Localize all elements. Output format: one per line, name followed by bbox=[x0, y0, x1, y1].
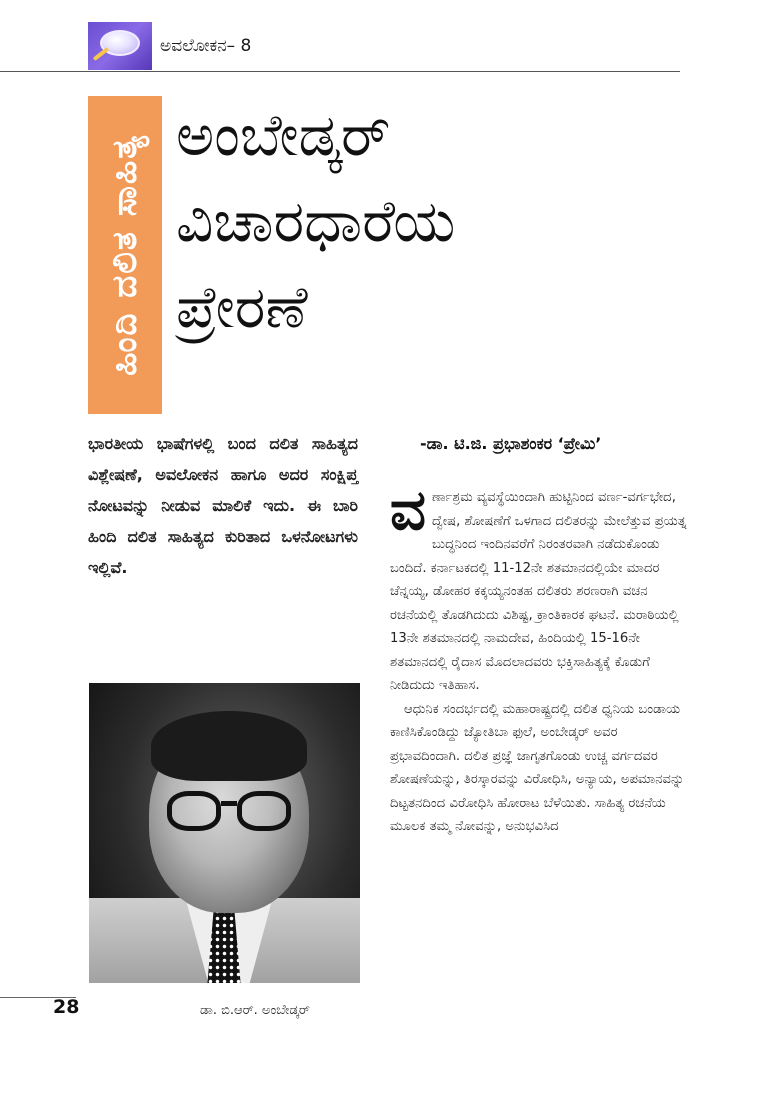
section-label: ಅವಲೋಕನ– 8 bbox=[160, 36, 252, 56]
drop-cap: ವ bbox=[390, 478, 426, 543]
photo-hair bbox=[151, 711, 307, 781]
author-byline: -ಡಾ. ಟಿ.ಜಿ. ಪ್ರಭಾಶಂಕರ ‘ಪ್ರೇಮಿ’ bbox=[420, 434, 602, 453]
intro-paragraph: ಭಾರತೀಯ ಭಾಷೆಗಳಲ್ಲಿ ಬಂದ ದಲಿತ ಸಾಹಿತ್ಯದ ವಿಶ್ಲೇಷಣೆ, ಅವಲೋಕನ ಹಾಗೂ ಅದರ ಸಂಕ್ಷಿಪ್ತ ನೋಟವನ್ನು ನೀಡುವ ಮಾಲಿಕೆ ಇದು. ಈ ಬಾರಿ ಹಿಂದಿ ದಲಿತ ಸಾಹಿತ್ಯದ ಕುರಿತಾದ ಒಳನೋಟಗಳು ಇಲ್ಲಿವೆ. bbox=[88, 434, 358, 577]
series-band-text: ಹಿಂದಿ ದಲಿತ ಸಾಹಿತ್ಯ bbox=[105, 134, 145, 376]
title-line-2: ವಿಚಾರಧಾರೆಯ bbox=[176, 187, 456, 255]
title-line-1: ಅಂಬೇಡ್ಕರ್ bbox=[176, 101, 391, 169]
body-paragraph-1-text: ರ್ಣಾಶ್ರಮ ವ್ಯವಸ್ಥೆಯಿಂದಾಗಿ ಹುಟ್ಟಿನಿಂದ ವರ್ಣ-ವರ್ಗಭೇದ, ದ್ವೇಷ, ಶೋಷಣೆಗೆ ಒಳಗಾದ ದಲಿತರನ್ನು ಮೇಲೆತ್ತುವ ಪ್ರಯತ್ನ ಬುದ್ಧನಿಂದ ಇಂದಿನವರೆಗೆ ನಿರಂತರವಾಗಿ ನಡೆದುಕೊಂಡು ಬಂದಿದೆ. ಕರ್ನಾಟಕದಲ್ಲಿ 11-12ನೇ ಶತಮಾನದಲ್ಲಿಯೇ ಮಾದರ ಚೆನ್ನಯ್ಯ, ಡೋಹರ ಕಕ್ಕಯ್ಯನಂತಹ ದಲಿತರು ಶರಣರಾಗಿ ವಚನ ರಚನೆಯಲ್ಲಿ ತೊಡಗಿದುದು ವಿಶಿಷ್ಟ, ಕ್ರಾಂತಿಕಾರಕ ಘಟನೆ. ಮರಾಠಿಯಲ್ಲಿ 13ನೇ ಶತಮಾನದಲ್ಲಿ ನಾಮದೇವ, ಹಿಂದಿಯಲ್ಲಿ 15-16ನೇ ಶತಮಾನದಲ್ಲಿ ರೈದಾಸ ಮೊದಲಾದವರು ಭಕ್ತಿಸಾಹಿತ್ಯಕ್ಕೆ ಕೊಡುಗೆ ನೀಡಿದುದು ಇತಿಹಾಸ. bbox=[390, 490, 687, 693]
magnifier-icon bbox=[88, 22, 152, 70]
series-band bbox=[88, 96, 162, 414]
body-paragraph-2: ಆಧುನಿಕ ಸಂದರ್ಭದಲ್ಲಿ ಮಹಾರಾಷ್ಟ್ರದಲ್ಲಿ ದಲಿತ ಧ್ವನಿಯ ಬಂಡಾಯ ಕಾಣಿಸಿಕೊಂಡಿದ್ದು ಜ್ಯೋತಿಬಾ ಫುಲೆ, ಅಂಬೇಡ್ಕರ್ ಅವರ ಪ್ರಭಾವದಿಂದಾಗಿ. ದಲಿತ ಪ್ರಜ್ಞೆ ಜಾಗೃತಗೊಂಡು ಉಚ್ಚ ವರ್ಗದವರ ಶೋಷಣೆಯನ್ನು, ತಿರಸ್ಕಾರವನ್ನು ವಿರೋಧಿಸಿ, ಅನ್ಯಾಯ, ಅಪಮಾನವನ್ನು ದಿಟ್ಟತನದಿಂದ ವಿರೋಧಿಸಿ ಹೋರಾಟ ಬೆಳೆಯಿತು. ಸಾಹಿತ್ಯ ರಚನೆಯ ಮೂಲಕ ತಮ್ಮ ನೋವನ್ನು, ಅನುಭವಿಸಿದ bbox=[390, 701, 685, 834]
photo-glasses-left bbox=[167, 791, 221, 831]
page-number: 28 bbox=[53, 996, 80, 1018]
portrait-photo bbox=[89, 683, 360, 983]
body-paragraph-1 bbox=[390, 478, 690, 698]
photo-glasses-right bbox=[237, 791, 291, 831]
header-divider bbox=[0, 71, 680, 72]
article-title bbox=[176, 92, 676, 350]
photo-caption: ಡಾ. ಬಿ.ಆರ್. ಅಂಬೇಡ್ಕರ್ bbox=[200, 1003, 311, 1018]
magnifier-handle bbox=[93, 47, 110, 61]
title-line-3: ಪ್ರೇರಣೆ bbox=[176, 273, 308, 341]
photo-glasses-bridge bbox=[221, 801, 237, 806]
article-body bbox=[390, 478, 690, 839]
